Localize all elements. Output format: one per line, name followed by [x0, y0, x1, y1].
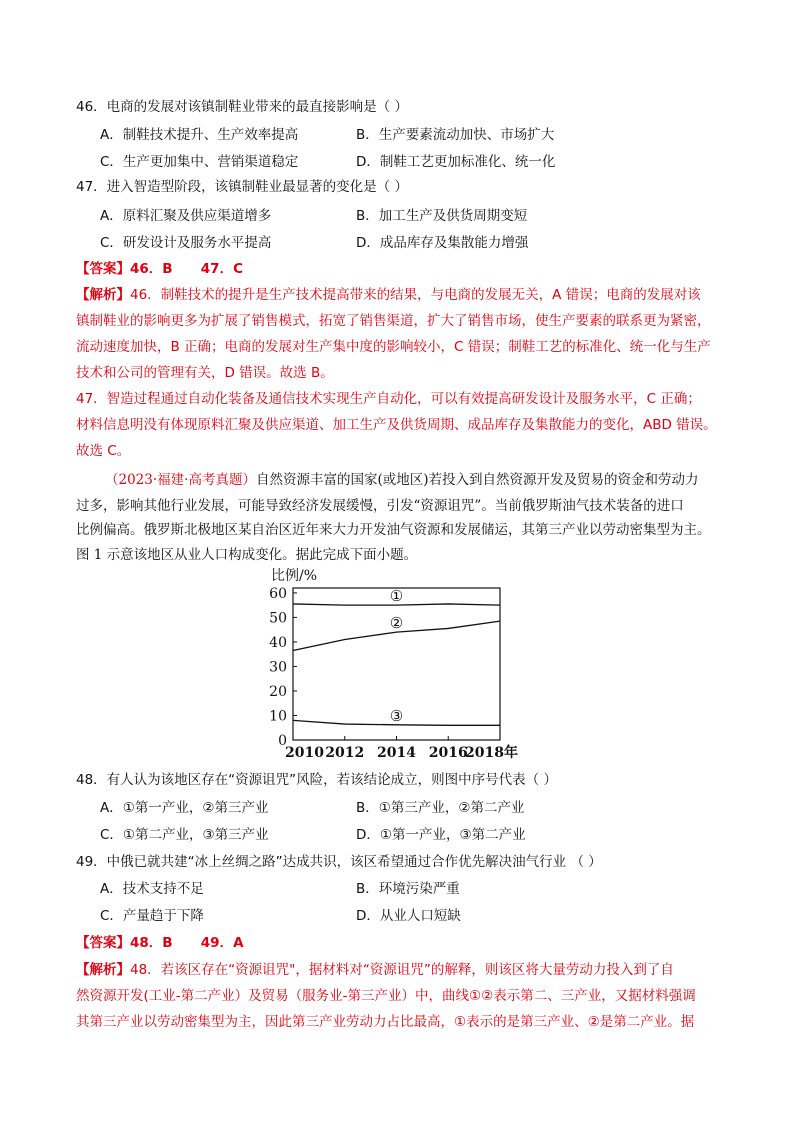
explanation-line: 故选 C。	[76, 443, 131, 459]
q49-option-c: C．产量趋于下降	[100, 908, 204, 924]
explanation-tag: 【解析】	[76, 962, 130, 978]
q48-option-a: A．①第一产业，②第三产业	[100, 800, 269, 816]
material-source: （2023·福建·高考真题）	[105, 472, 256, 488]
answer-tag: 【答案】	[76, 261, 130, 277]
explanation-line: 镇制鞋业的影响更多为扩展了销售模式，拓宽了销售渠道，扩大了销售市场，使生产要素的联系更为紧密，	[76, 313, 711, 329]
explanation-line: 材料信息明没有体现原料汇聚及供应渠道、加工生产及供货周期、成品库存及集散能力的变化，ABD 错误。	[76, 417, 717, 433]
y-tick-label: 40	[269, 634, 287, 651]
explanation-line: 流动速度加快，B 正确；电商的发展对生产集中度的影响较小，C 错误；制鞋工艺的标准化、统一化与生产	[76, 339, 711, 355]
y-tick-label: 60	[269, 585, 287, 602]
explanation-text: 46．制鞋技术的提升是生产技术提高带来的结果，与电商的发展无关，A 错误；电商的发展对该	[130, 287, 701, 303]
y-tick-label: 30	[269, 659, 287, 676]
x-tick-label: 2016	[428, 745, 468, 761]
explanation-line: 47．智造过程通过自动化装备及通信技术实现生产自动化，可以有效提高研发设计及服务水平，C 正确；	[76, 391, 701, 407]
answer-block-1	[76, 259, 243, 279]
series-label-2: ②	[389, 614, 404, 633]
q49-option-b: B．环境污染严重	[356, 881, 460, 897]
material-line	[105, 470, 699, 490]
q48-option-c: C．①第二产业，③第三产业	[100, 827, 269, 843]
q46-stem: 46．电商的发展对该镇制鞋业带来的最直接影响是（ ）	[76, 99, 408, 115]
explanation-line: 其第三产业以劳动密集型为主，因此第三产业劳动力占比最高，①表示的是第三产业、②是第二产业。据	[76, 1014, 695, 1030]
material-line: 图 1 示意该地区从业人口构成变化。据此完成下面小题。	[76, 547, 418, 563]
q47-option-c: C．研发设计及服务水平提高	[100, 235, 272, 251]
series-label-1: ①	[389, 587, 404, 606]
q46-option-a: A．制鞋技术提升、生产效率提高	[100, 127, 299, 143]
x-tick-label: 2010	[285, 745, 324, 761]
explanation-line	[76, 285, 701, 305]
answer-text: 46．B 47．C	[130, 261, 243, 277]
x-tick-label: 2014	[377, 745, 416, 761]
y-axis-label: 比例/%	[271, 568, 318, 584]
explanation-line	[76, 960, 674, 980]
q49-option-a: A．技术支持不足	[100, 881, 204, 897]
explanation-line: 然资源开发(工业-第二产业）及贸易（服务业-第三产业）中，曲线①②表示第二、三产业，又据材料强调	[76, 988, 696, 1004]
explanation-text: 48．若该区存在“资源诅咒"，据材料对“资源诅咒”的解释，则该区将大量劳动力投入到了自	[130, 962, 674, 978]
x-tick-label: 2018年	[465, 745, 518, 761]
explanation-line: 技术和公司的管理有关，D 错误。故选 B。	[76, 365, 334, 381]
q47-stem: 47．进入智造型阶段，该镇制鞋业最显著的变化是（ ）	[76, 179, 408, 195]
material-text: 自然资源丰富的国家(或地区)若投入到自然资源开发及贸易的资金和劳动力	[255, 472, 699, 488]
q48-option-d: D．①第一产业，③第二产业	[356, 827, 526, 843]
q47-option-d: D．成品库存及集散能力增强	[356, 235, 529, 251]
q46-option-b: B．生产要素流动加快、市场扩大	[356, 127, 555, 143]
q46-option-d: D．制鞋工艺更加标准化、统一化	[356, 154, 556, 170]
y-tick-label: 0	[278, 733, 287, 749]
y-tick-label: 50	[269, 610, 287, 627]
q48-option-b: B．①第三产业，②第二产业	[356, 800, 525, 816]
series-label-3: ③	[389, 706, 404, 725]
q49-option-d: D．从业人口短缺	[356, 908, 461, 924]
answer-block-2	[76, 933, 244, 953]
q48-stem: 48．有人认为该地区存在“资源诅咒”风险，若该结论成立，则图中序号代表（ ）	[76, 772, 557, 788]
material-line: 比例偏高。俄罗斯北极地区某自治区近年来大力开发油气资源和发展储运，其第三产业以劳动密集型为主。	[76, 522, 711, 538]
y-tick-label: 20	[269, 683, 287, 700]
material-line: 过多，影响其他行业发展，可能导致经济发展缓慢，引发“资源诅咒”。当前俄罗斯油气技术装备的进口	[76, 498, 684, 514]
q49-stem: 49．中俄已就共建“冰上丝绸之路”达成共识，该区希望通过合作优先解决油气行业 （ ）	[76, 854, 602, 870]
answer-text: 48．B 49．A	[130, 935, 244, 951]
x-tick-label: 2012	[325, 745, 365, 761]
explanation-tag: 【解析】	[76, 287, 130, 303]
employment-structure-chart	[255, 566, 545, 761]
q47-option-b: B．加工生产及供货周期变短	[356, 208, 528, 224]
answer-tag: 【答案】	[76, 935, 130, 951]
y-tick-label: 10	[269, 708, 287, 725]
q47-option-a: A．原料汇聚及供应渠道增多	[100, 208, 272, 224]
q46-option-c: C．生产更加集中、营销渠道稳定	[100, 154, 299, 170]
